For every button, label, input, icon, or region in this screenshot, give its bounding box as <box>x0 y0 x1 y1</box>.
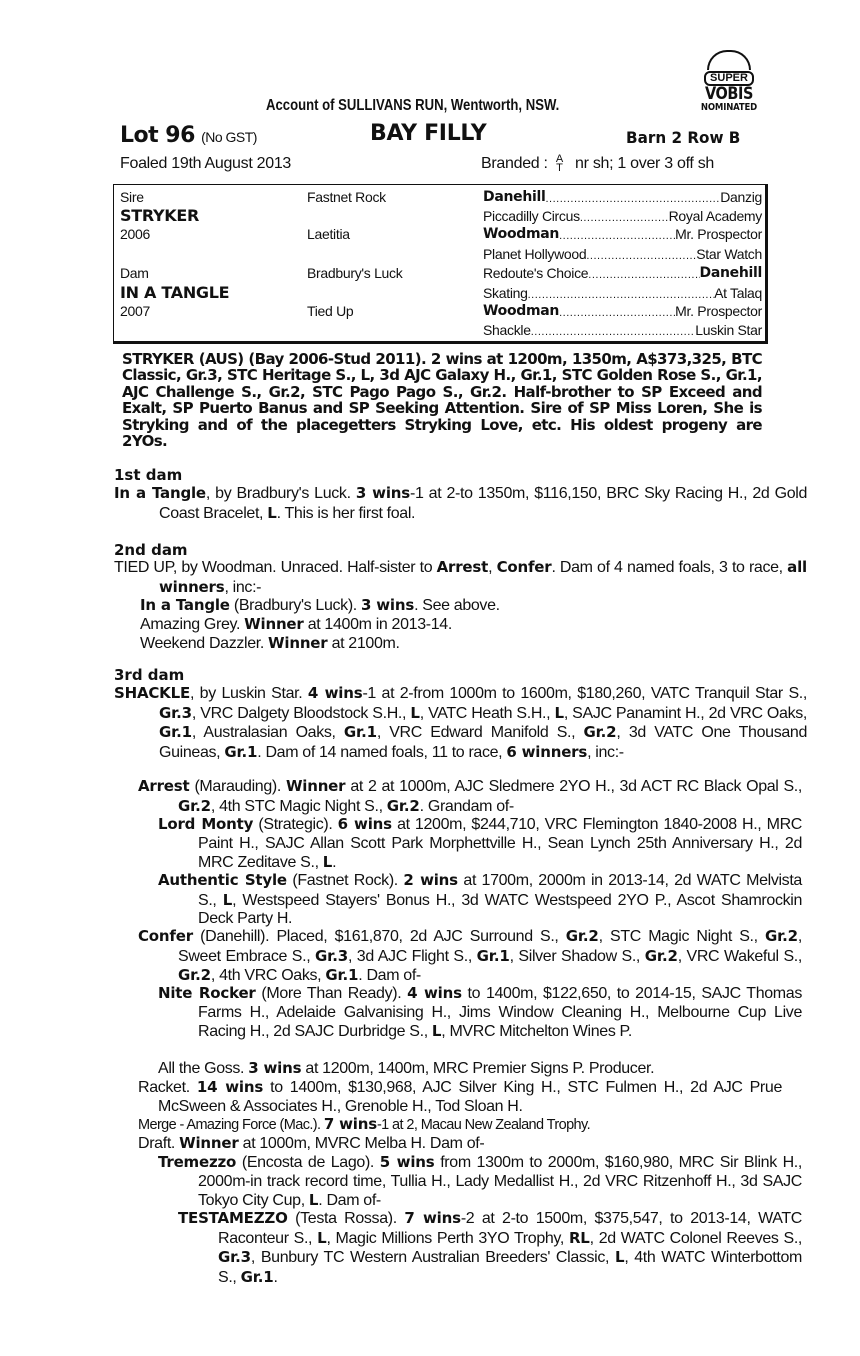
bold-run: Gr.2 <box>178 796 211 815</box>
second-dam-entry: TIED UP, by Woodman. Unraced. Half-sister to Arrest, Confer. Dam of 4 named foals, 3 to race, all winners, inc:- <box>114 558 807 596</box>
bold-run: Confer <box>496 558 552 576</box>
bold-run: Gr.1 <box>476 946 510 965</box>
bold-run: L <box>322 853 333 872</box>
progeny-entry-testamezzo: TESTAMEZZO (Testa Rossa). 7 wins-2 at 2-to 1500m, $375,547, to 2013-14, WATC Raconteur S., L, Magic Millions Perth 3YO Trophy, RL, 2d WATC Colonel Reeves S., Gr.3, Bunbury TC Western Australian Breeders' Classic, L, 4th WATC Winterbottom S., Gr.1. <box>178 1209 803 1287</box>
super-vobis-nominated-logo <box>686 48 772 113</box>
bold-run: Winner <box>285 777 346 795</box>
progeny-entry-merge: Merge - Amazing Force (Mac.). 7 wins-1 at 2, Macau New Zealand Trophy. <box>138 1115 590 1133</box>
bold-run: Nite Rocker <box>158 984 256 1002</box>
bold-run: 3 wins <box>248 1059 302 1077</box>
first-dam-entry: In a Tangle, by Bradbury's Luck. 3 wins-1 at 2-to 1350m, $116,150, BRC Sky Racing H., 2d Gold Coast Bracelet, L. This is her first foal. <box>114 484 807 522</box>
bold-run: Gr.3 <box>315 946 348 965</box>
grandparent-row: Planet Hollywood ..... Star Watch <box>483 246 762 262</box>
bold-run: 4 wins <box>407 984 462 1002</box>
bold-run: Winner <box>268 634 328 652</box>
bold-run: 2 wins <box>403 871 458 889</box>
sire-sire: Fastnet Rock <box>307 189 386 205</box>
bold-run: 6 winners <box>506 743 588 762</box>
bold-run: 3 wins <box>361 596 415 614</box>
progeny-entry-arrest: Arrest (Marauding). Winner at 2 at 1000m, AJC Sledmere 2YO H., 3d ACT RC Black Opal S., Gr.2, 4th STC Magic Night S., Gr.2. Grandam of- <box>138 777 802 815</box>
bold-run: Gr.1 <box>159 723 192 742</box>
brand-mark-icon: A T <box>555 153 563 174</box>
sire-name: STRYKER <box>120 206 200 225</box>
barn-location: Barn 2 Row B <box>626 128 741 147</box>
bold-run: Gr.2 <box>583 723 617 742</box>
dam-year: 2007 <box>120 303 150 319</box>
bold-run: 7 wins <box>404 1209 461 1227</box>
bold-run: 4 wins <box>307 684 363 702</box>
grandparent-row: Redoute's Choice ..... Danehill <box>483 265 762 281</box>
bold-run: Gr.2 <box>386 796 420 815</box>
grandparent-row: Woodman ..... Mr. Prospector <box>483 303 762 319</box>
dam-label: Dam <box>120 265 149 281</box>
gst-note: (No GST) <box>201 129 257 145</box>
lot-label: Lot 96 <box>120 123 195 148</box>
bold-run: Gr.2 <box>644 946 678 965</box>
bold-run: Gr.2 <box>764 927 798 945</box>
bold-run: SHACKLE <box>114 684 191 702</box>
bold-run: 7 wins <box>323 1115 377 1133</box>
lot-number <box>120 122 257 148</box>
bold-run: 5 wins <box>379 1153 435 1171</box>
sire-note: STRYKER (AUS) (Bay 2006-Stud 2011). 2 wins at 1200m, 1350m, A$373,325, BTC Classic, Gr.3, STC Heritage S., L, 3d AJC Galaxy H., Gr.1, STC Golden Rose S., Gr.1, AJC Challenge S., Gr.2, STC Pago Pago S., Gr.2. Half-brother to SP Exceed and Exalt, SP Puerto Banus and SP Seeking Attention. Sire of SP Miss Loren, She is Stryking and of the placegetters Stryking Love, etc. His oldest progeny are 2YOs. <box>122 350 762 451</box>
logo-vobis-text: VOBIS <box>705 84 753 104</box>
brand-description <box>481 155 714 173</box>
horse-description: BAY FILLY <box>370 121 487 146</box>
logo-super-text: SUPER <box>704 71 754 86</box>
bold-run: Gr.1 <box>240 1268 274 1287</box>
bold-run: Gr.2 <box>178 966 211 985</box>
progeny-entry-all-the-goss: All the Goss. 3 wins at 1200m, 1400m, MRC Premier Signs P. Producer. <box>158 1059 655 1077</box>
bold-run: L <box>410 703 420 722</box>
pedigree-table <box>113 184 768 344</box>
bold-run: L <box>317 1228 327 1247</box>
bold-run: Arrest <box>138 777 190 795</box>
bold-run: Gr.1 <box>343 723 377 742</box>
sire-year: 2006 <box>120 226 150 242</box>
grandparent-row: Skating ..... At Talaq <box>483 285 762 301</box>
sire-dam: Laetitia <box>307 226 350 242</box>
bold-run: TESTAMEZZO <box>178 1209 288 1227</box>
bold-run: L <box>614 1248 625 1267</box>
second-dam-heading: 2nd dam <box>114 541 188 559</box>
bold-run: L <box>222 890 233 909</box>
first-dam-heading: 1st dam <box>114 466 183 484</box>
grandparent-row: Danehill ..... Danzig <box>483 189 762 205</box>
progeny-entry-tremezzo: Tremezzo (Encosta de Lago). 5 wins from 1300m to 2000m, $160,980, MRC Sir Blink H., 2000m-in track record time, Tullia H., Lady Medallist H., 2d VRC Ritzenhoff H., 3d SAJC Tokyo City Cup, L. Dam of- <box>158 1153 802 1210</box>
progeny-entry: Amazing Grey. Winner at 1400m in 2013-14. <box>140 615 452 633</box>
progeny-entry-confer: Confer (Danehill). Placed, $161,870, 2d AJC Surround S., Gr.2, STC Magic Night S., Gr.2, Sweet Embrace S., Gr.3, 3d AJC Flight S., Gr.1, Silver Shadow S., Gr.2, VRC Wakeful S., Gr.2, 4th VRC Oaks, Gr.1. Dam of- <box>138 927 802 985</box>
bold-run: 14 wins <box>196 1078 264 1096</box>
bold-run: L <box>554 703 564 722</box>
sun-icon <box>707 50 751 70</box>
progeny-entry: In a Tangle (Bradbury's Luck). 3 wins. See above. <box>140 596 500 614</box>
bold-run: Gr.1 <box>325 966 359 985</box>
bold-run: L <box>308 1191 319 1210</box>
branded-text: nr sh; 1 over 3 off sh <box>575 155 715 172</box>
grandparent-row: Shackle ..... Luskin Star <box>483 322 762 338</box>
bold-run: In a Tangle <box>140 596 230 614</box>
bold-run: Lord Monty <box>158 815 254 833</box>
bold-run: all winners <box>159 558 807 596</box>
grandparent-row: Piccadilly Circus ..... Royal Academy <box>483 208 762 224</box>
bold-run: Authentic Style <box>158 871 287 889</box>
bold-run: Arrest <box>436 558 489 576</box>
bold-run: Gr.3 <box>218 1248 251 1267</box>
bold-run: Gr.2 <box>565 927 599 945</box>
bold-run: In a Tangle <box>114 484 206 502</box>
foaled-date: Foaled 19th August 2013 <box>120 155 292 172</box>
bold-run: 6 wins <box>337 815 392 833</box>
progeny-entry-lord-monty: Lord Monty (Strategic). 6 wins at 1200m, $244,710, VRC Flemington 1840-2008 H., MRC Paint H., SAJC Allan Scott Park Morphettville H., Sean Lynch 25th Anniversary H., 2d MRC Zeditave S., L. <box>158 815 802 872</box>
bold-run: L <box>431 1022 442 1041</box>
vendor-account: Account of SULLIVANS RUN, Wentworth, NSW. <box>266 97 560 114</box>
dam-name: IN A TANGLE <box>120 283 230 302</box>
third-dam-entry: SHACKLE, by Luskin Star. 4 wins-1 at 2-from 1000m to 1600m, $180,260, VATC Tranquil Star S., Gr.3, VRC Dalgety Bloodstock S.H., L, VATC Heath S.H., L, SAJC Panamint H., 2d VRC Oaks, Gr.1, Australasian Oaks, Gr.1, VRC Edward Manifold S., Gr.2, 3d VATC One Thousand Guineas, Gr.1. Dam of 14 named foals, 11 to race, 6 winners, inc:- <box>114 684 807 762</box>
logo-nominated-text: NOMINATED <box>700 102 758 113</box>
bold-run: Gr.3 <box>159 703 192 722</box>
dam-sire: Bradbury's Luck <box>307 265 403 281</box>
progeny-entry-racket: Racket. 14 wins to 1400m, $130,968, AJC Silver King H., STC Fulmen H., 2d AJC Prue McSween & Associates H., Grenoble H., Tod Sloan H. <box>138 1078 782 1115</box>
branded-label: Branded : <box>481 155 548 172</box>
sire-label: Sire <box>120 189 144 205</box>
bold-run: L <box>267 503 277 522</box>
progeny-entry: Weekend Dazzler. Winner at 2100m. <box>140 634 400 652</box>
grandparent-row: Woodman ..... Mr. Prospector <box>483 226 762 242</box>
bold-run: RL <box>568 1228 590 1247</box>
bold-run: 3 wins <box>355 484 410 502</box>
progeny-entry-nite-rocker: Nite Rocker (More Than Ready). 4 wins to 1400m, $122,650, to 2014-15, SAJC Thomas Farms H., Adelaide Galvanising H., Jims Window Cleaning H., Melbourne Cup Live Racing H., 2d SAJC Durbridge S., L, MVRC Mitchelton Wines P. <box>158 984 802 1041</box>
bold-run: Gr.1 <box>224 743 258 762</box>
progeny-entry-authentic-style: Authentic Style (Fastnet Rock). 2 wins at 1700m, 2000m in 2013-14, 2d WATC Melvista S., L, Westspeed Stayers' Bonus H., 3d WATC Westspeed 2YO P., Ascot Shamrockin Deck Party H. <box>158 871 803 928</box>
third-dam-heading: 3rd dam <box>114 666 185 684</box>
bold-run: Winner <box>179 1134 239 1152</box>
dam-dam: Tied Up <box>307 303 354 319</box>
bold-run: Winner <box>244 615 304 633</box>
bold-run: Confer <box>138 927 193 945</box>
progeny-entry-draft: Draft. Winner at 1000m, MVRC Melba H. Dam of- <box>138 1134 485 1152</box>
bold-run: Tremezzo <box>158 1153 237 1171</box>
